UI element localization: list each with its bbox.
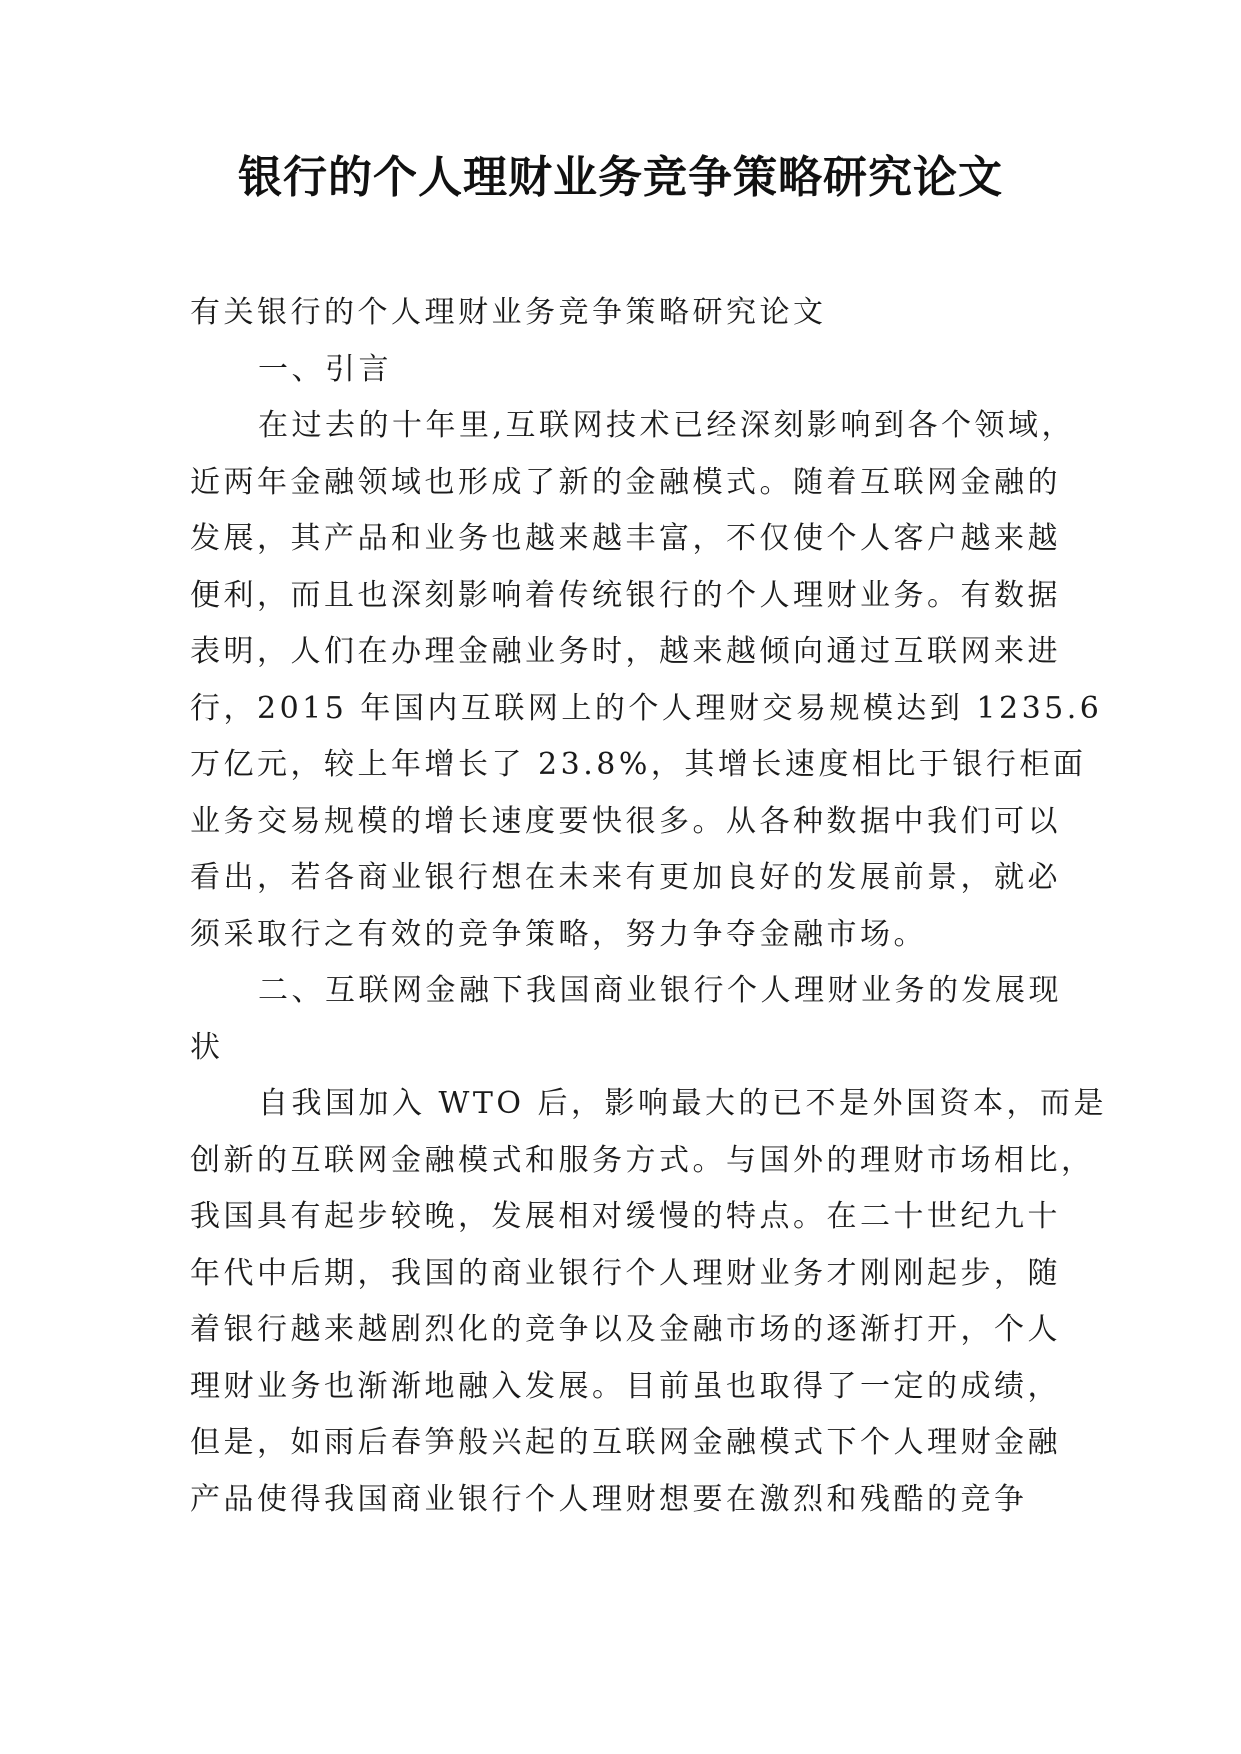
body-line: 便利，而且也深刻影响着传统银行的个人理财业务。有数据 (190, 577, 1061, 613)
document-body (190, 285, 1108, 1528)
body-line: 在过去的十年里,互联网技术已经深刻影响到各个领域， (258, 408, 1076, 443)
document-title: 银行的个人理财业务竞争策略研究论文 (238, 152, 1003, 203)
body-line: 年代中后期，我国的商业银行个人理财业务才刚刚起步，随 (190, 1255, 1061, 1291)
body-line: 表明，人们在办理金融业务时，越来越倾向通过互联网来进 (190, 634, 1061, 669)
body-line: 发展，其产品和业务也越来越丰富，不仅使个人客户越来越 (190, 521, 1061, 556)
body-line: 自我国加入 WTO 后，影响最大的已不是外国资本，而是 (258, 1086, 1108, 1121)
body-line: 理财业务也渐渐地融入发展。目前虽也取得了一定的成绩， (190, 1368, 1061, 1404)
body-line: 万亿元，较上年增长了 23.8%，其增长速度相比于银行柜面 (190, 747, 1087, 782)
section-heading-status: 二、互联网金融下我国商业银行个人理财业务的发展现 (258, 973, 1062, 1008)
body-line: 着银行越来越剧烈化的竞争以及金融市场的逐渐打开，个人 (190, 1312, 1061, 1347)
subtitle-line: 有关银行的个人理财业务竞争策略研究论文 (190, 295, 827, 330)
body-line: 创新的互联网金融模式和服务方式。与国外的理财市场相比， (190, 1142, 1095, 1178)
body-line: 但是，如雨后春笋般兴起的互联网金融模式下个人理财金融 (190, 1425, 1061, 1460)
body-line: 近两年金融领域也形成了新的金融模式。随着互联网金融的 (190, 464, 1061, 500)
body-line: 行，2015 年国内互联网上的个人理财交易规模达到 1235.6 (190, 690, 1103, 726)
section-heading-intro: 一、引言 (258, 351, 392, 387)
body-line: 产品使得我国商业银行个人理财想要在激烈和残酷的竞争 (190, 1481, 1028, 1517)
body-line: 业务交易规模的增长速度要快很多。从各种数据中我们可以 (190, 803, 1061, 839)
body-line: 看出，若各商业银行想在未来有更加良好的发展前景，就必 (190, 860, 1061, 895)
body-line: 须采取行之有效的竞争策略，努力争夺金融市场。 (190, 916, 927, 952)
section-heading-status-cont: 状 (190, 1029, 224, 1065)
body-line: 我国具有起步较晚，发展相对缓慢的特点。在二十世纪九十 (190, 1199, 1061, 1234)
